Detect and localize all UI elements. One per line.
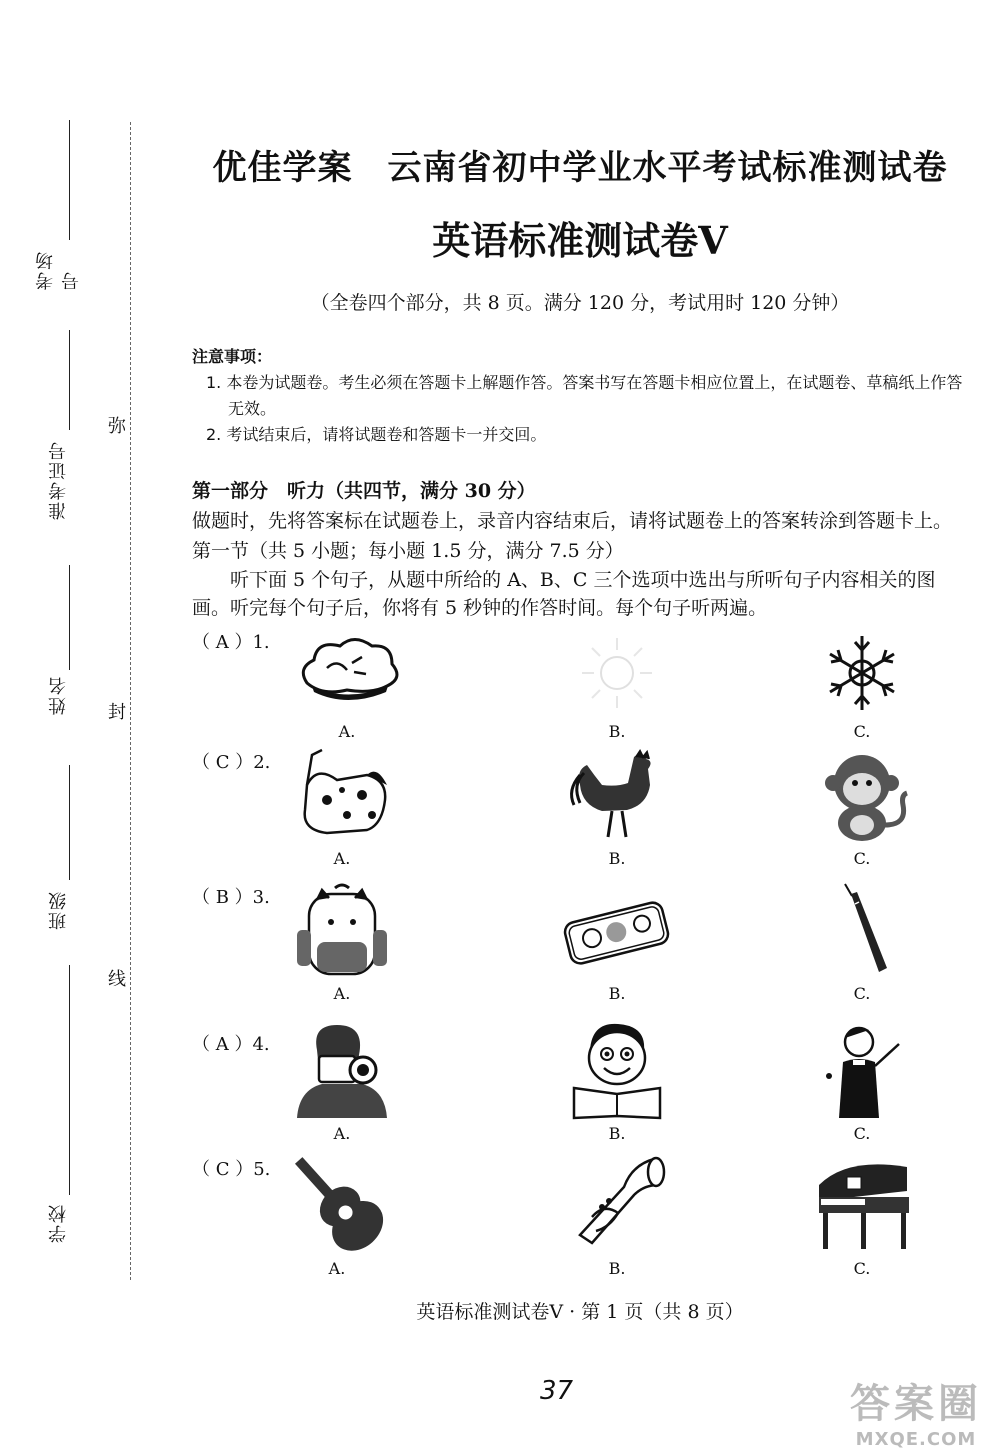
watermark-url: MXQE.COM <box>855 1429 977 1450</box>
option-b[interactable] <box>547 628 687 741</box>
field-school[interactable] <box>44 965 74 1265</box>
option-label: C. <box>853 984 871 1003</box>
option-label: A. <box>338 722 356 741</box>
paper-title: 英语标准测试卷Ⅴ <box>432 218 728 263</box>
question-2 <box>192 745 972 875</box>
question-number: （ C ）2. <box>192 752 271 773</box>
watermark-text: 答案圈 <box>850 1381 982 1427</box>
field-ticket-number[interactable] <box>44 330 74 530</box>
part1-heading: 第一部分 听力（共四节，满分 30 分） <box>192 480 536 502</box>
option-label: B. <box>608 849 626 868</box>
conductor-icon <box>807 1020 917 1120</box>
option-label: A. <box>328 1259 346 1278</box>
page-footer: 英语标准测试卷Ⅴ · 第 1 页（共 8 页） <box>416 1301 744 1323</box>
option-c[interactable] <box>792 1020 932 1143</box>
option-label: B. <box>608 1259 626 1278</box>
piano-icon <box>807 1145 917 1255</box>
notes-section <box>192 344 972 448</box>
question-number: （ C ）5. <box>192 1159 271 1180</box>
option-b[interactable] <box>547 1145 687 1278</box>
option-b[interactable] <box>547 880 687 1003</box>
option-label: B. <box>608 722 626 741</box>
watermark <box>850 1372 982 1450</box>
option-label: C. <box>853 1259 871 1278</box>
seal-char: 封 <box>108 702 126 723</box>
option-label: C. <box>853 1124 871 1143</box>
option-a[interactable] <box>272 1020 412 1143</box>
option-a[interactable] <box>272 880 412 1003</box>
sun-icon <box>562 628 672 718</box>
field-label: 姓名 <box>48 675 69 715</box>
question-number: （ B ）3. <box>192 887 270 908</box>
field-exam-room[interactable] <box>35 120 82 290</box>
backpack-icon <box>287 880 397 980</box>
option-label: A. <box>333 1124 351 1143</box>
field-class[interactable] <box>44 765 74 945</box>
option-c[interactable] <box>792 1145 932 1278</box>
field-label: 班级 <box>48 890 69 930</box>
seal-char: 弥 <box>108 416 126 437</box>
question-number: （ A ）4. <box>192 1034 270 1055</box>
section1-heading: 第一节（共 5 小题；每小题 1.5 分，满分 7.5 分） <box>192 540 624 562</box>
question-3 <box>192 880 972 1010</box>
pencil-box-icon <box>562 880 672 980</box>
rooster-icon <box>562 745 672 845</box>
exam-series-title: 优佳学案 云南省初中学业水平考试标准测试卷 <box>212 148 948 188</box>
option-c[interactable] <box>792 745 932 868</box>
paper-info: （全卷四个部分，共 8 页。满分 120 分，考试用时 120 分钟） <box>310 292 850 314</box>
option-a[interactable] <box>272 745 412 868</box>
dog-icon <box>287 745 397 845</box>
question-1 <box>192 628 972 758</box>
boy-reading-icon <box>562 1020 672 1120</box>
option-b[interactable] <box>547 1020 687 1143</box>
field-label: 准考证号 <box>48 440 69 520</box>
photographer-icon <box>287 1020 397 1120</box>
option-c[interactable] <box>792 880 932 1003</box>
snowflake-icon <box>807 628 917 718</box>
option-c[interactable] <box>792 628 932 741</box>
option-a[interactable] <box>277 628 417 741</box>
option-label: C. <box>853 849 871 868</box>
question-4 <box>192 1020 972 1150</box>
section1-instruction: 听下面 5 个句子，从题中所给的 A、B、C 三个选项中选出与所听句子内容相关的图画。听完每个句子后，你将有 5 秒钟的作答时间。每个句子听两遍。 <box>192 569 936 619</box>
seal-char: 线 <box>108 969 126 990</box>
pen-icon <box>807 880 917 980</box>
field-label: 学校 <box>48 1203 69 1243</box>
option-label: C. <box>853 722 871 741</box>
notes-heading: 注意事项： <box>192 347 273 366</box>
option-a[interactable] <box>267 1145 407 1278</box>
option-b[interactable] <box>547 745 687 868</box>
guitar-icon <box>282 1145 392 1255</box>
option-label: B. <box>608 1124 626 1143</box>
field-name[interactable] <box>44 565 74 735</box>
option-label: A. <box>333 984 351 1003</box>
option-label: B. <box>608 984 626 1003</box>
note-item: 2. 考试结束后，请将试题卷和答题卡一并交回。 <box>206 425 547 444</box>
option-label: A. <box>333 849 351 868</box>
monkey-icon <box>807 745 917 845</box>
part1-instruction: 做题时，先将答案标在试题卷上，录音内容结束后，请将试题卷上的答案转涂到答题卡上。 <box>192 510 953 532</box>
trumpet-icon <box>562 1145 672 1255</box>
cut-line <box>130 122 131 1280</box>
cloud-icon <box>292 628 402 718</box>
handwritten-page-number: 37 <box>540 1376 574 1406</box>
field-label: 考场号 <box>35 250 82 290</box>
question-number: （ A ）1. <box>192 632 270 653</box>
question-5 <box>192 1145 972 1278</box>
note-item: 1. 本卷为试题卷。考生必须在答题卡上解题作答。答案书写在答题卡相应位置上，在试题卷、草稿纸上作答无效。 <box>206 373 963 418</box>
